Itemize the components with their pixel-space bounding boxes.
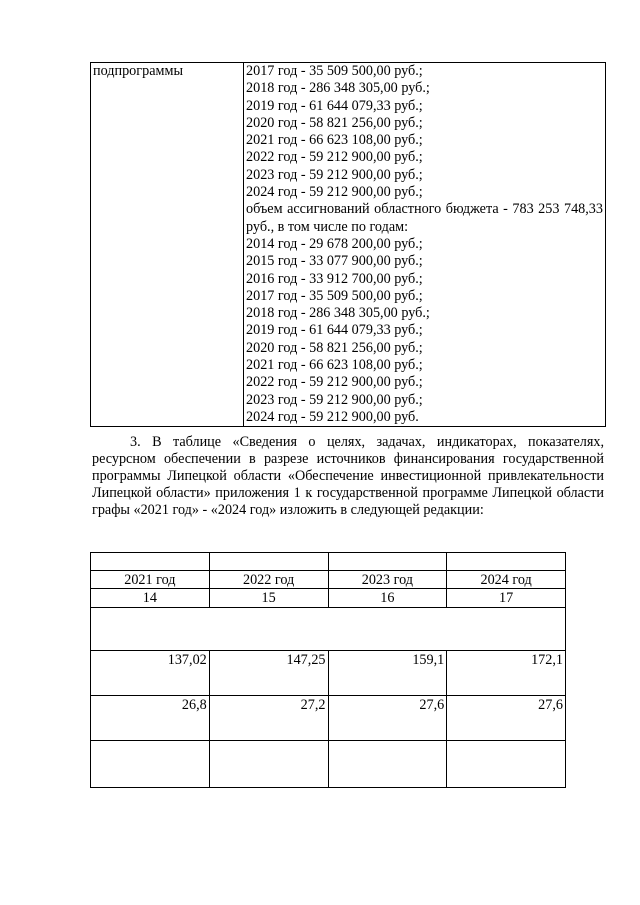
funding-details-cell — [244, 63, 606, 427]
funding-year-line: 2020 год - 58 821 256,00 руб.; — [246, 114, 423, 131]
table-cell — [328, 741, 447, 788]
merged-cell — [91, 608, 566, 651]
column-number: 15 — [209, 589, 328, 608]
column-number: 17 — [447, 589, 566, 608]
table-cell: 27,2 — [209, 696, 328, 741]
funding-year-line: 2019 год - 61 644 079,33 руб.; — [246, 322, 423, 339]
amendment-paragraph-text: 3. В таблице «Сведения о целях, задачах, индикаторах, показателях, ресурсном обеспечении в разрезе источников финансирования государственной программы Липецкой области «Обеспечение инвестиционной привлекательности Липецкой области» приложения 1 к государственной программе Липецкой области графы «2021 год» - «2024 год» изложить в следующей редакции: — [92, 434, 604, 518]
amendment-paragraph — [92, 434, 604, 519]
funding-year-line: 2021 год - 66 623 108,00 руб.; — [246, 132, 423, 149]
funding-year-line: 2022 год - 59 212 900,00 руб.; — [246, 149, 423, 166]
table-cell — [328, 553, 447, 571]
table-row — [91, 553, 566, 571]
table-row — [91, 608, 566, 651]
regional-budget-text: объем ассигнований областного бюджета - 783 253 748,33 руб., в том числе по годам: — [246, 201, 603, 235]
table-cell: 27,6 — [447, 696, 566, 741]
column-header: 2024 год — [447, 571, 566, 589]
funding-year-line: 2023 год - 59 212 900,00 руб.; — [246, 166, 423, 183]
table-cell — [447, 553, 566, 571]
funding-table — [90, 62, 606, 427]
subprogram-label-cell — [91, 63, 244, 427]
table-row — [91, 696, 566, 741]
table-cell — [447, 741, 566, 788]
table-cell: 27,6 — [328, 696, 447, 741]
funding-year-line: 2024 год - 59 212 900,00 руб.; — [246, 184, 423, 201]
table-cell — [209, 553, 328, 571]
table-cell — [209, 741, 328, 788]
funding-year-line: 2020 год - 58 821 256,00 руб.; — [246, 339, 423, 356]
indicators-table — [90, 552, 566, 788]
table-cell: 26,8 — [91, 696, 210, 741]
funding-year-line: 2022 год - 59 212 900,00 руб.; — [246, 374, 423, 391]
table-cell: 147,25 — [209, 651, 328, 696]
table-cell — [91, 553, 210, 571]
table-cell: 159,1 — [328, 651, 447, 696]
funding-year-line: 2016 год - 33 912 700,00 руб.; — [246, 270, 423, 287]
table-row — [91, 741, 566, 788]
funding-year-line: 2014 год - 29 678 200,00 руб.; — [246, 235, 423, 252]
table-header-row — [91, 571, 566, 589]
funding-year-line: 2018 год - 286 348 305,00 руб.; — [246, 305, 430, 322]
column-header: 2022 год — [209, 571, 328, 589]
funding-year-line: 2019 год - 61 644 079,33 руб.; — [246, 97, 423, 114]
column-number: 14 — [91, 589, 210, 608]
column-header: 2021 год — [91, 571, 210, 589]
table-cell: 172,1 — [447, 651, 566, 696]
funding-year-line: 2018 год - 286 348 305,00 руб.; — [246, 80, 430, 97]
column-header: 2023 год — [328, 571, 447, 589]
column-number-row — [91, 589, 566, 608]
funding-year-line: 2017 год - 35 509 500,00 руб.; — [246, 63, 423, 79]
table-row — [91, 651, 566, 696]
subprogram-label: подпрограммы — [93, 63, 183, 79]
funding-year-line: 2017 год - 35 509 500,00 руб.; — [246, 287, 423, 304]
column-number: 16 — [328, 589, 447, 608]
funding-year-line: 2023 год - 59 212 900,00 руб.; — [246, 391, 423, 408]
table-cell: 137,02 — [91, 651, 210, 696]
funding-year-line: 2015 год - 33 077 900,00 руб.; — [246, 253, 423, 270]
funding-year-line: 2024 год - 59 212 900,00 руб. — [246, 408, 419, 425]
table-cell — [91, 741, 210, 788]
funding-year-line: 2021 год - 66 623 108,00 руб.; — [246, 357, 423, 374]
